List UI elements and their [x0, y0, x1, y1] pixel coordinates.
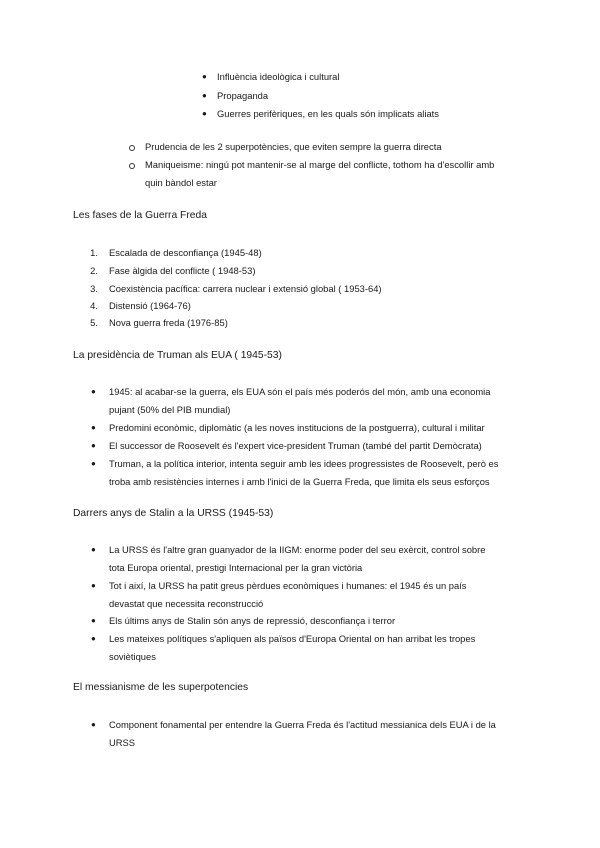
list-item-continuation: URSS [109, 737, 136, 748]
list-item: Predomini econòmic, diplomàtic (a les noves institucions de la postguerra), cultural i militar [109, 422, 485, 433]
list-bullet: ● [91, 387, 96, 396]
list-item: Els últims anys de Stalin són anys de repressió, desconfiança i terror [109, 615, 396, 626]
list-bullet: ● [202, 109, 207, 118]
list-item: Fase àlgida del conflicte ( 1948-53) [109, 265, 256, 276]
list-item-continuation: soviètiques [109, 651, 156, 662]
section-heading: Les fases de la Guerra Freda [73, 210, 207, 221]
list-item: Coexistència pacífica: carrera nuclear i extensió global ( 1953-64) [109, 283, 382, 294]
list-number: 4. [90, 300, 98, 311]
list-number: 5. [90, 317, 98, 328]
list-item: Tot i així, la URSS ha patit greus pèrdues econòmiques i humanes: el 1945 és un país [109, 580, 467, 591]
list-item: Truman, a la política interior, intenta seguir amb les idees progressistes de Roosevelt, però es [109, 458, 499, 469]
list-item: 1945: al acabar-se la guerra, els EUA són el país més poderós del món, amb una economia [109, 386, 491, 397]
list-item-continuation: devastat que necessita reconstrucció [109, 598, 264, 609]
list-item: Prudencia de les 2 superpotències, que eviten sempre la guerra directa [145, 141, 442, 152]
list-bullet-circle [129, 145, 135, 151]
list-item: El successor de Roosevelt és l'expert vice-president Truman (també del partit Demòcrata) [109, 440, 482, 451]
list-item: Nova guerra freda (1976-85) [109, 317, 228, 328]
list-bullet: ● [202, 91, 207, 100]
list-item-continuation: pujant (50% del PIB mundial) [109, 404, 231, 415]
list-item: Les mateixes polítiques s'apliquen als països d'Europa Oriental on han arribat les tropes [109, 633, 476, 644]
list-bullet: ● [91, 634, 96, 643]
section-heading: La presidència de Truman als EUA ( 1945-53) [73, 350, 282, 361]
list-bullet: ● [91, 423, 96, 432]
list-item: Influència ideològica i cultural [217, 71, 340, 82]
list-item: La URSS és l'altre gran guanyador de la IIGM: enorme poder del seu exèrcit, control sobre [109, 544, 486, 555]
list-item: Escalada de desconfiança (1945-48) [109, 247, 262, 258]
list-bullet: ● [91, 720, 96, 729]
list-number: 1. [90, 247, 98, 258]
list-bullet-circle [129, 163, 135, 169]
list-bullet: ● [91, 616, 96, 625]
list-bullet: ● [91, 581, 96, 590]
list-number: 3. [90, 283, 98, 294]
list-item: Guerres perifèriques, en les quals són implicats aliats [217, 108, 439, 119]
list-bullet: ● [91, 545, 96, 554]
list-bullet: ● [91, 441, 96, 450]
list-item-continuation: troba amb resistències internes i amb l'inici de la Guerra Freda, que limita els seus esforços [109, 476, 490, 487]
list-number: 2. [90, 265, 98, 276]
list-bullet: ● [91, 459, 96, 468]
list-item-continuation: tota Europa oriental, prestigi Internacional per la gran victòria [109, 562, 363, 573]
list-bullet: ● [202, 72, 207, 81]
list-item: Maniqueisme: ningú pot mantenir-se al marge del conflicte, tothom ha d'escollir amb [145, 159, 495, 170]
list-item-continuation: quin bàndol estar [145, 177, 217, 188]
list-item: Component fonamental per entendre la Guerra Freda és l'actitud messianica dels EUA i de la [109, 719, 496, 730]
section-heading: Darrers anys de Stalin a la URSS (1945-53) [73, 508, 274, 519]
section-heading: El messianisme de les superpotencies [73, 682, 249, 693]
list-item: Propaganda [217, 90, 269, 101]
list-item: Distensió (1964-76) [109, 300, 191, 311]
